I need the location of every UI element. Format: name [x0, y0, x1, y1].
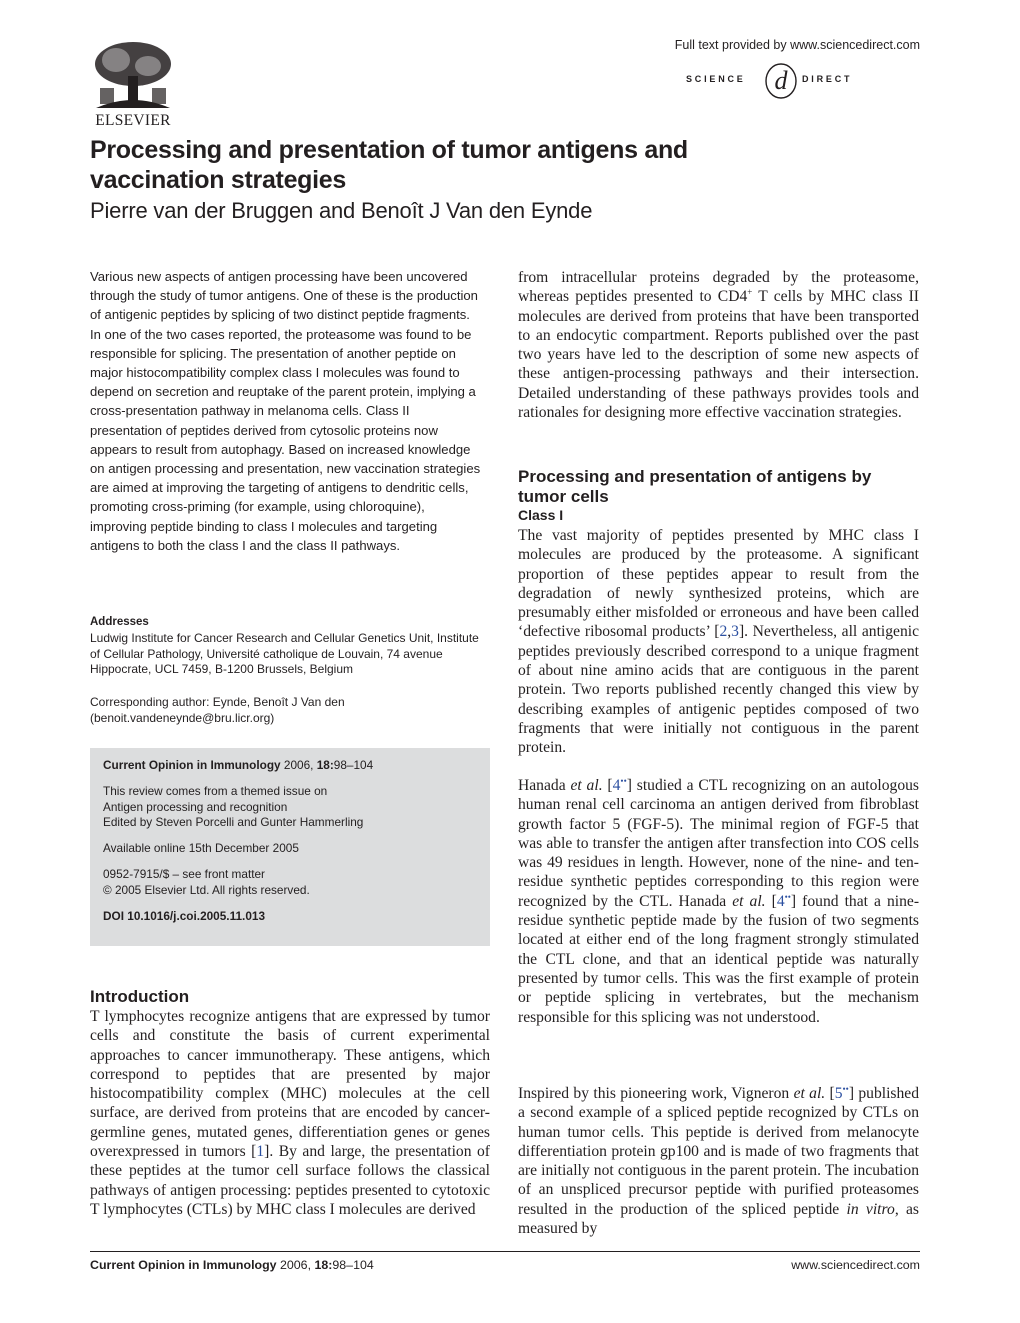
available-online: Available online 15th December 2005 [103, 841, 299, 856]
copyright: © 2005 Elsevier Ltd. All rights reserved. [103, 882, 310, 897]
subsection-heading: Class I [518, 507, 564, 523]
themed-line-1: This review comes from a themed issue on [103, 783, 328, 798]
elsevier-tree-icon [88, 40, 178, 112]
ref-link-3[interactable]: 3 [731, 623, 739, 641]
addresses-text: Ludwig Institute for Cancer Research and Cellular Genetics Unit, Institute of Cellular Pathology, Université catholique de Louvain, 74 avenue Hippocrate, UCL 7459, B-1200 Brussels, Belgium [90, 630, 479, 677]
right-col-para-0: from intracellular proteins degraded by the proteasome, whereas peptides presented to CD4+ T cells by MHC class II molecules are derived from proteins that have been transported to an endocytic compartment. Reports published over the past two years have led to the description of some new aspects of these antigen-processing pathways and their intersection. Detailed understanding of these pathways provides tools and rationales for designing more effective vaccination strategies. [518, 269, 920, 422]
corresponding-author: Corresponding author: Eynde, Benoît J Van den (benoit.vandeneynde@bru.licr.org) [90, 695, 345, 725]
ref-link-4b[interactable]: 4 [776, 892, 785, 910]
ref-link-4[interactable]: 4 [612, 777, 621, 794]
ref-link-2[interactable]: 2 [719, 623, 728, 641]
doi[interactable]: DOI 10.1016/j.coi.2005.11.013 [103, 908, 266, 923]
themed-line-3: Edited by Steven Porcelli and Gunter Hammerling [103, 815, 364, 830]
info-citation: Current Opinion in Immunology 2006, 18:98–104 [103, 758, 374, 772]
introduction-heading: Introduction [90, 987, 190, 1006]
class1-para-1: The vast majority of peptides presented by MHC class I molecules are produced by the proteasome. A significant proportion of these peptides appear to result from the degradation of newly synthesized proteins, which are presumably either misfolded or erroneous and have been called ‘defective ribosomal products’ [2,3]. Nevertheless, all antigenic peptides previously described correspond to a unique fragment of about nine amino acids that are contiguous in the parent protein. Two reports published recently changed this view by describing examples of antigenic peptides composed of two fragments that were initially not contiguous in the parent protein. [518, 527, 919, 757]
sd-mark: d [774, 66, 788, 95]
article-title: Processing and presentation of tumor antigens and vaccination strategies [90, 136, 688, 194]
fulltext-notice[interactable]: Full text provided by www.sciencedirect.com [674, 38, 920, 52]
footer-site-link[interactable]: www.sciencedirect.com [791, 1258, 920, 1272]
themed-line-2: Antigen processing and recognition [103, 799, 288, 814]
footer-divider [90, 1251, 920, 1252]
elsevier-logo [88, 40, 178, 132]
elsevier-wordmark: ELSEVIER [95, 112, 171, 129]
class1-para-3: Inspired by this pioneering work, Vigneron et al. [5••] published a second example of a spliced peptide recognized by CTLs on human tumor cells. This peptide is derived from melanocyte differentiation protein gp100 and is made of two fragments that are initially not contiguous in the parent protein. The incubation of an unspliced precursor peptide with purified proteasomes resulted in the production of the spliced peptide in vitro, as measured by [518, 1083, 919, 1238]
ref-link-5[interactable]: 5 [834, 1085, 843, 1102]
sd-circle-icon [764, 62, 798, 100]
ref-link-1[interactable]: 1 [256, 1143, 265, 1161]
introduction-text: T lymphocytes recognize antigens that are expressed by tumor cells and constitute the basis of current experimental approaches to cancer immunotherapy. These antigens, which correspond to peptides that are presented by major histocompatibility complex (MHC) molecules at the cell surface, are derived from proteins that are encoded by cancer-germline genes, mutated genes, differentiation genes or genes overexpressed in tumors [1]. By and large, the presentation of these peptides at the tumor cell surface follows the classical pathways of antigen processing: peptides presented to cytotoxic T lymphocytes (CTLs) by MHC class I molecules are derived [90, 1008, 490, 1218]
article-info-box [90, 748, 490, 946]
class1-para-2: Hanada et al. [4••] studied a CTL recognizing on an autologous human renal cell carcinoma an antigen derived from fibroblast growth factor 5 (FGF-5). The minimal region of FGF-5 that was able to transfer the antigen after transfection into COS cells was 49 residues in length. However, none of the nine- and ten-residue synthetic peptides corresponding to this region were recognized by the CTL. Hanada et al. [4••] found that a nine-residue synthetic peptide made by the fusion of two segments located at either end of the long fragment strongly stimulated the CTL clone, and that an identical peptide was naturally presented by tumor cells. This was the first example of protein or peptide splicing in vertebrates, but the mechanism responsible for this splicing was not understood. [518, 775, 920, 1026]
sciencedirect-logo[interactable] [686, 62, 866, 102]
article-authors: Pierre van der Bruggen and Benoît J Van den Eynde [90, 198, 593, 223]
abstract: Various new aspects of antigen processing have been uncovered through the study of tumor antigens. One of these is the production of antigenic peptides by splicing of two distinct peptide fragments. In one of the two cases reported, the proteasome was found to be responsible for splicing. The presentation of another peptide on major histocompatibility complex class I molecules was found to depend on secretion and reuptake of the parent protein, implying a cross-presentation pathway in melanoma cells. Class II presentation of peptides derived from cytosolic proteins now appears to result from autophagy. Based on increased knowledge on antigen processing and presentation, new vaccination strategies are aimed at improving the targeting of antigens to dendritic cells, promoting cross-priming (for example, using chloroquine), improving peptide binding to class I molecules and targeting antigens to both the class I and the class II pathways. [90, 269, 481, 553]
section-heading: Processing and presentation of antigens by tumor cells [518, 467, 872, 506]
footer-citation: Current Opinion in Immunology 2006, 18:98–104 [90, 1258, 374, 1272]
addresses-heading: Addresses [90, 616, 149, 628]
issn: 0952-7915/$ – see front matter [103, 866, 265, 881]
addresses [90, 615, 482, 678]
sd-logo-right: DIRECT [802, 74, 853, 84]
sd-logo-left: SCIENCE [686, 74, 746, 84]
